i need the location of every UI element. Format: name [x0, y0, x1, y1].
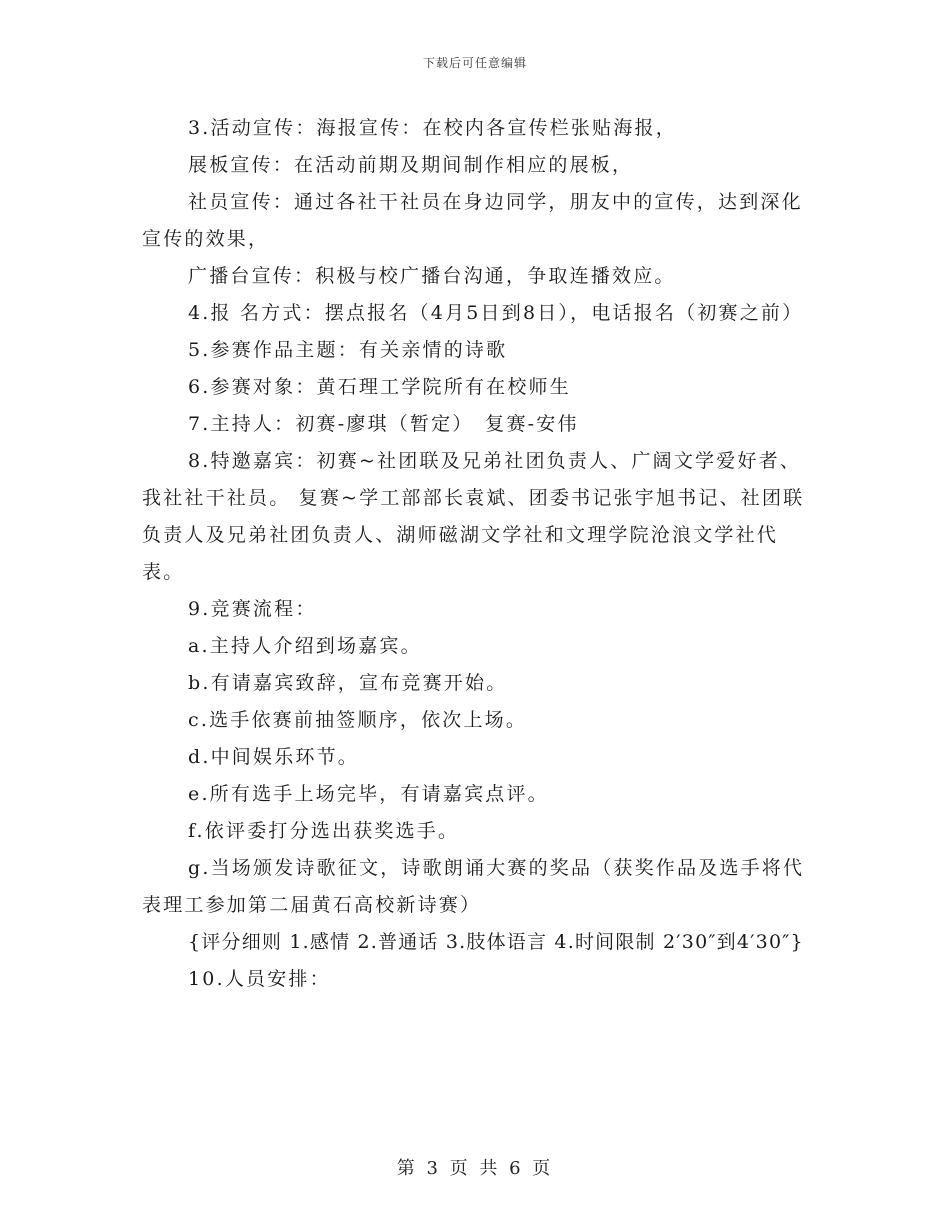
paragraph-member-publicity: 社员宣传：通过各社干社员在身边同学，朋友中的宣传，达到深化宣传的效果， — [142, 191, 803, 250]
paragraph-display-board: 展板宣传：在活动前期及期间制作相应的展板， — [188, 154, 634, 176]
paragraph-registration: 4.报 名方式：摆点报名（4月5日到8日），电话报名（初赛之前） — [188, 302, 804, 324]
paragraph-radio-publicity: 广播台宣传：积极与校广播台沟通，争取连播效应。 — [188, 265, 676, 287]
page-header: 下载后可任意编辑 — [422, 56, 527, 70]
paragraph-step-c: c.选手依赛前抽签顺序，依次上场。 — [188, 709, 528, 731]
paragraph-hosts: 7.主持人：初赛-廖琪（暂定） 复赛-安伟 — [188, 413, 579, 435]
paragraph-step-e: e.所有选手上场完毕，有请嘉宾点评。 — [188, 783, 549, 805]
paragraph-step-a: a.主持人介绍到场嘉宾。 — [188, 635, 422, 657]
paragraph-step-d: d.中间娱乐环节。 — [188, 746, 360, 768]
paragraph-process-heading: 9.竞赛流程： — [188, 598, 317, 620]
paragraph-step-b: b.有请嘉宾致辞，宣布竞赛开始。 — [188, 672, 508, 694]
paragraph-step-f: f.依评委打分选出获奖选手。 — [188, 820, 460, 842]
paragraph-step-g: g.当场颁发诗歌征文，诗歌朗诵大赛的奖品（获奖作品及选手将代表理工参加第二届黄石高校新诗赛） — [142, 857, 805, 916]
paragraph-staffing: 10.人员安排： — [188, 968, 331, 990]
paragraph-theme: 5.参赛作品主题：有关亲情的诗歌 — [188, 339, 508, 361]
document-body — [142, 110, 810, 998]
paragraph-participants: 6.参赛对象：黄石理工学院所有在校师生 — [188, 376, 571, 398]
page-number: 第 3 页 共 6 页 — [396, 1158, 554, 1179]
paragraph-publicity: 3.活动宣传：海报宣传：在校内各宣传栏张贴海报， — [188, 117, 677, 139]
paragraph-guests: 8.特邀嘉宾：初赛~社团联及兄弟社团负责人、广阔文学爱好者、我社社干社员。 复赛~学工部部长袁斌、团委书记张宇旭书记、社团联负责人及兄弟社团负责人、湖师磁湖文学社和文理学院沧浪文学社代表。 — [142, 450, 805, 583]
paragraph-scoring-rules: {评分细则 1.感情 2.普通话 3.肢体语言 4.时间限制 2′30″到4′30″} — [188, 931, 804, 953]
